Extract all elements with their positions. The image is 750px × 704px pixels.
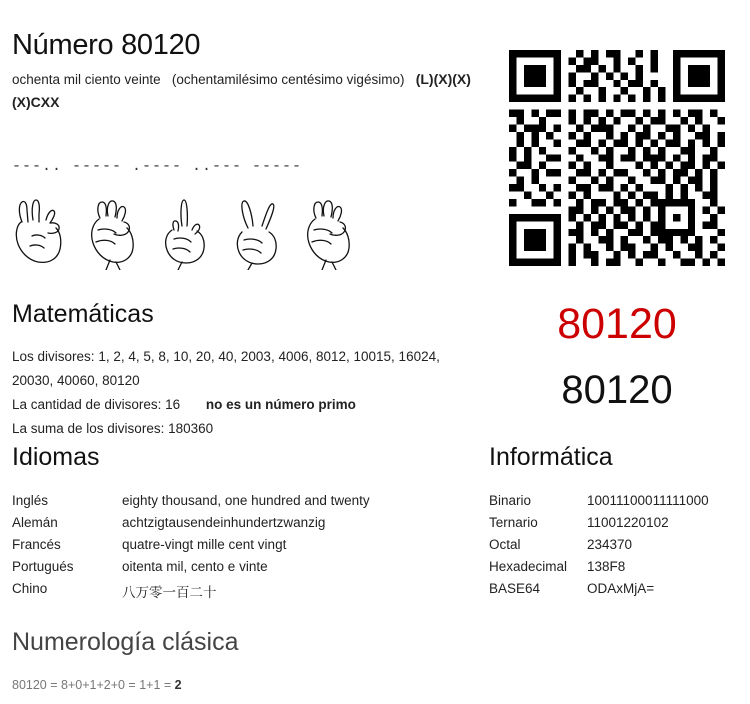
sign-language-digit-1 [152,192,218,270]
table-row [489,512,744,534]
language-value: eighty thousand, one hundred and twenty [122,493,370,508]
table-row [489,534,744,556]
number-word-forms [12,68,482,114]
base-value: 234370 [587,537,633,552]
prime-status: no es un número primo [205,397,356,412]
sign-language-row [8,192,368,272]
table-row [12,534,472,556]
section-heading-languages: Idiomas [12,443,100,471]
base-value: 10011100011111000 [587,493,709,508]
numerology-formula [12,678,182,692]
divisor-sum-value: 180360 [168,421,214,436]
sign-language-digit-0-2 [296,192,362,270]
table-row [12,512,472,534]
roman-numeral: (L)(X)(X)(X)CXX [12,71,471,110]
language-name: Alemán [12,515,58,530]
table-row [12,490,472,512]
morse-code: ---.. ----- .---- ..--- ----- [12,158,303,175]
divisor-sum-label: La suma de los divisores: [12,421,165,436]
base-name: Hexadecimal [489,559,568,574]
qr-code [509,50,725,266]
ordinal-word-form: (ochentamilésimo centésimo vigésimo) [171,72,405,87]
base-name: BASE64 [489,581,541,596]
number-display-black: 80120 [561,368,673,412]
language-value: quatre-vingt mille cent vingt [122,537,287,552]
language-name: Inglés [12,493,49,508]
sign-language-digit-0 [80,192,146,270]
section-heading-numerology: Numerología clásica [12,628,239,656]
language-value: oitenta mil, cento e vinte [122,559,268,574]
language-name: Francés [12,537,61,552]
table-row [489,490,744,512]
language-value: achtzigtausendeinhundertzwanzig [122,515,326,530]
page-title: Número 80120 [12,29,201,62]
base-name: Ternario [489,515,538,530]
base-value: ODAxMjA= [587,581,655,596]
section-heading-informatics: Informática [489,443,613,471]
cardinal-word-form: ochenta mil ciento veinte [12,72,161,87]
divisor-count-label: La cantidad de divisores: [12,397,162,412]
mathematics-body [12,345,482,441]
language-name: Chino [12,581,48,596]
section-heading-mathematics: Matemáticas [12,300,154,328]
divisors-value: 1, 2, 4, 5, 8, 10, 20, 40, 2003, 4006, 8012, 10015, 16024, 20030, 40060, 80120 [12,349,440,388]
languages-table [12,490,472,605]
divisors-label: Los divisores: [12,349,95,364]
table-row [489,578,744,600]
divisor-count-value: 16 [165,397,181,412]
language-value: 八万零一百二十 [122,585,217,600]
table-row [489,556,744,578]
language-name: Portugués [12,559,74,574]
numerology-result: 2 [174,678,182,692]
base-name: Binario [489,493,532,508]
table-row [12,556,472,578]
divisor-sum-line [12,417,482,441]
divisors-line [12,345,482,393]
number-display-red: 80120 [557,300,677,348]
informatics-table [489,490,744,600]
sign-language-digit-2 [224,192,290,270]
sign-language-digit-8 [8,192,74,270]
table-row [12,578,472,605]
divisor-count-line [12,393,482,417]
numerology-formula-text: 80120 = 8+0+1+2+0 = 1+1 = [12,678,175,692]
base-value: 138F8 [587,559,626,574]
base-name: Octal [489,537,521,552]
base-value: 11001220102 [587,515,669,530]
